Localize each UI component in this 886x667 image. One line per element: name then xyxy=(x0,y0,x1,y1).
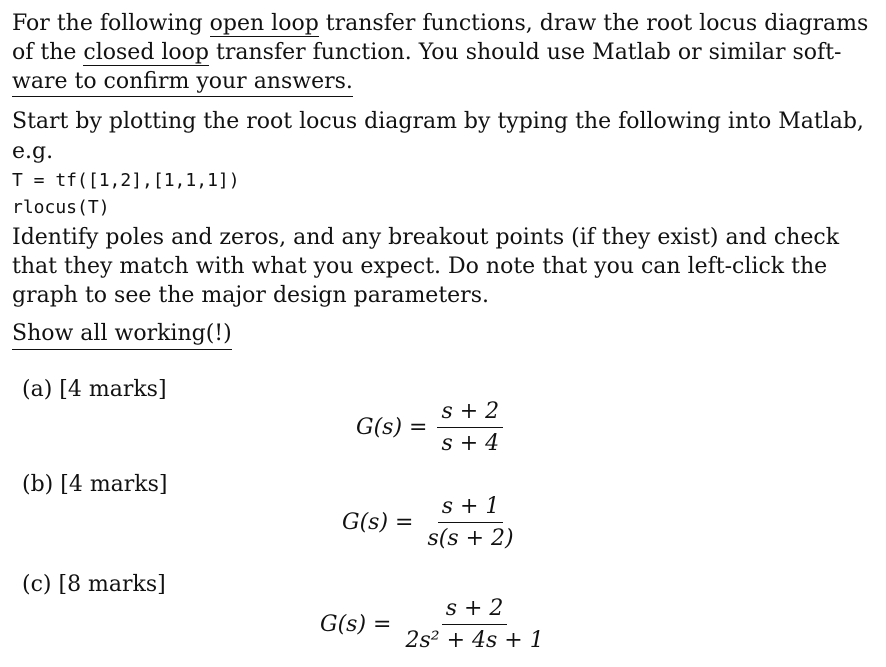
denominator: 2s² + 4s + 1 xyxy=(405,628,544,653)
intro-line-2 xyxy=(12,38,841,67)
part-c-label: (c) [8 marks] xyxy=(22,572,166,597)
denominator: s + 4 xyxy=(441,431,500,456)
show-working-note xyxy=(12,319,232,348)
matlab-code-line-2: rlocus(T) xyxy=(12,197,110,218)
instruction-line-5: graph to see the major design parameters. xyxy=(12,283,489,308)
fraction xyxy=(423,494,517,551)
intro-text: transfer function. You should use Matlab or similar soft- xyxy=(209,40,842,65)
numerator: s + 1 xyxy=(438,494,504,523)
part-b-equation xyxy=(342,494,518,551)
closed-loop-underlined: closed loop xyxy=(83,40,210,65)
part-c-equation xyxy=(320,596,548,653)
part-b-label: (b) [4 marks] xyxy=(22,472,168,497)
show-working-text: Show all working(!) xyxy=(12,321,232,350)
part-a-equation xyxy=(356,399,503,456)
intro-text: transfer functions, draw the root locus diagrams xyxy=(318,11,869,36)
instruction-line-3: Identify poles and zeros, and any breakout points (if they exist) and check xyxy=(12,225,840,250)
matlab-code-line-1: T = tf([1,2],[1,1,1]) xyxy=(12,170,240,191)
intro-text: ware to confirm your answers. xyxy=(12,69,353,97)
intro-text: For the following xyxy=(12,11,210,36)
part-a-label: (a) [4 marks] xyxy=(22,377,167,402)
open-loop-underlined: open loop xyxy=(209,11,319,36)
equation-lhs: G(s) = xyxy=(342,510,414,535)
intro-line-3 xyxy=(12,67,353,96)
denominator: s(s + 2) xyxy=(427,526,514,551)
intro-text: of the xyxy=(12,40,84,65)
fraction xyxy=(437,399,503,456)
intro-line-1 xyxy=(12,9,868,38)
instruction-line-2: e.g. xyxy=(12,139,54,164)
equation-lhs: G(s) = xyxy=(320,612,392,637)
numerator: s + 2 xyxy=(442,596,508,625)
instruction-line-4: that they match with what you expect. Do note that you can left-click the xyxy=(12,254,828,279)
fraction xyxy=(401,596,547,653)
equation-lhs: G(s) = xyxy=(356,415,428,440)
numerator: s + 2 xyxy=(437,399,503,428)
instruction-line-1: Start by plotting the root locus diagram by typing the following into Matlab, xyxy=(12,109,864,134)
